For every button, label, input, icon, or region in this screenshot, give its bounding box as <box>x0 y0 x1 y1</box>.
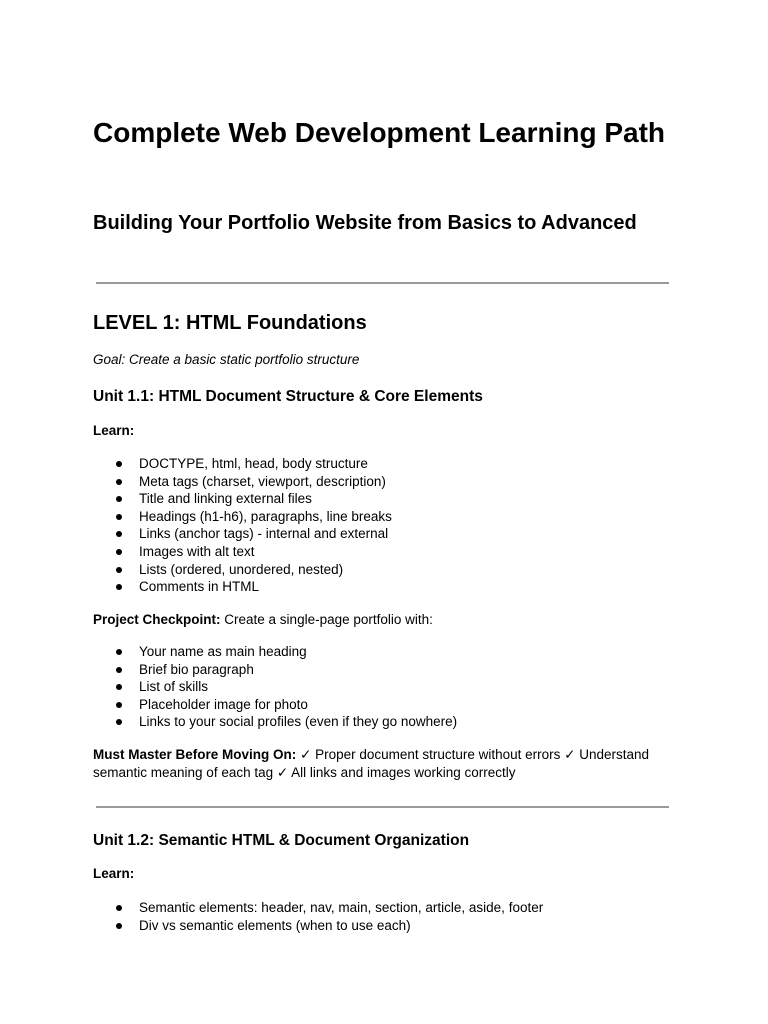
list-item: Links (anchor tags) - internal and external <box>93 525 392 543</box>
list-item: Lists (ordered, unordered, nested) <box>93 561 392 579</box>
list-item: Title and linking external files <box>93 490 392 508</box>
unit-1-2-heading: Unit 1.2: Semantic HTML & Document Organization <box>93 832 470 849</box>
list-item: Headings (h1-h6), paragraphs, line breaks <box>93 508 392 526</box>
unit-1-1-learn-list <box>93 455 392 596</box>
divider-top <box>96 282 669 284</box>
checkpoint-list <box>93 643 457 731</box>
level-1-goal: Goal: Create a basic static portfolio structure <box>93 352 360 367</box>
document-subtitle: Building Your Portfolio Website from Basics to Advanced <box>93 212 637 234</box>
list-item: Div vs semantic elements (when to use each) <box>93 917 543 935</box>
project-checkpoint-text: Create a single-page portfolio with: <box>220 612 433 627</box>
list-item: Brief bio paragraph <box>93 661 457 679</box>
list-item: DOCTYPE, html, head, body structure <box>93 455 392 473</box>
list-item: Meta tags (charset, viewport, description) <box>93 473 392 491</box>
level-1-heading: LEVEL 1: HTML Foundations <box>93 312 367 334</box>
project-checkpoint-label: Project Checkpoint: <box>93 612 221 627</box>
list-item: Placeholder image for photo <box>93 696 457 714</box>
must-master-text: ✓ Proper document structure without errors ✓ Understand semantic meaning of each tag ✓ All links and images working correctly <box>93 747 650 780</box>
list-item: Comments in HTML <box>93 578 392 596</box>
list-item: Your name as main heading <box>93 643 457 661</box>
list-item: Links to your social profiles (even if they go nowhere) <box>93 713 457 731</box>
project-checkpoint <box>93 611 653 629</box>
unit-1-1-heading: Unit 1.1: HTML Document Structure & Core Elements <box>93 388 483 405</box>
unit-1-2-learn-list <box>93 899 543 934</box>
divider-middle <box>96 806 669 808</box>
unit-1-2-learn-label: Learn: <box>93 866 135 881</box>
must-master <box>93 746 653 782</box>
list-item: Semantic elements: header, nav, main, section, article, aside, footer <box>93 899 543 917</box>
list-item: Images with alt text <box>93 543 392 561</box>
unit-1-1-learn-label: Learn: <box>93 423 135 438</box>
must-master-label: Must Master Before Moving On: <box>93 747 297 762</box>
document-title: Complete Web Development Learning Path <box>93 117 666 148</box>
list-item: List of skills <box>93 678 457 696</box>
